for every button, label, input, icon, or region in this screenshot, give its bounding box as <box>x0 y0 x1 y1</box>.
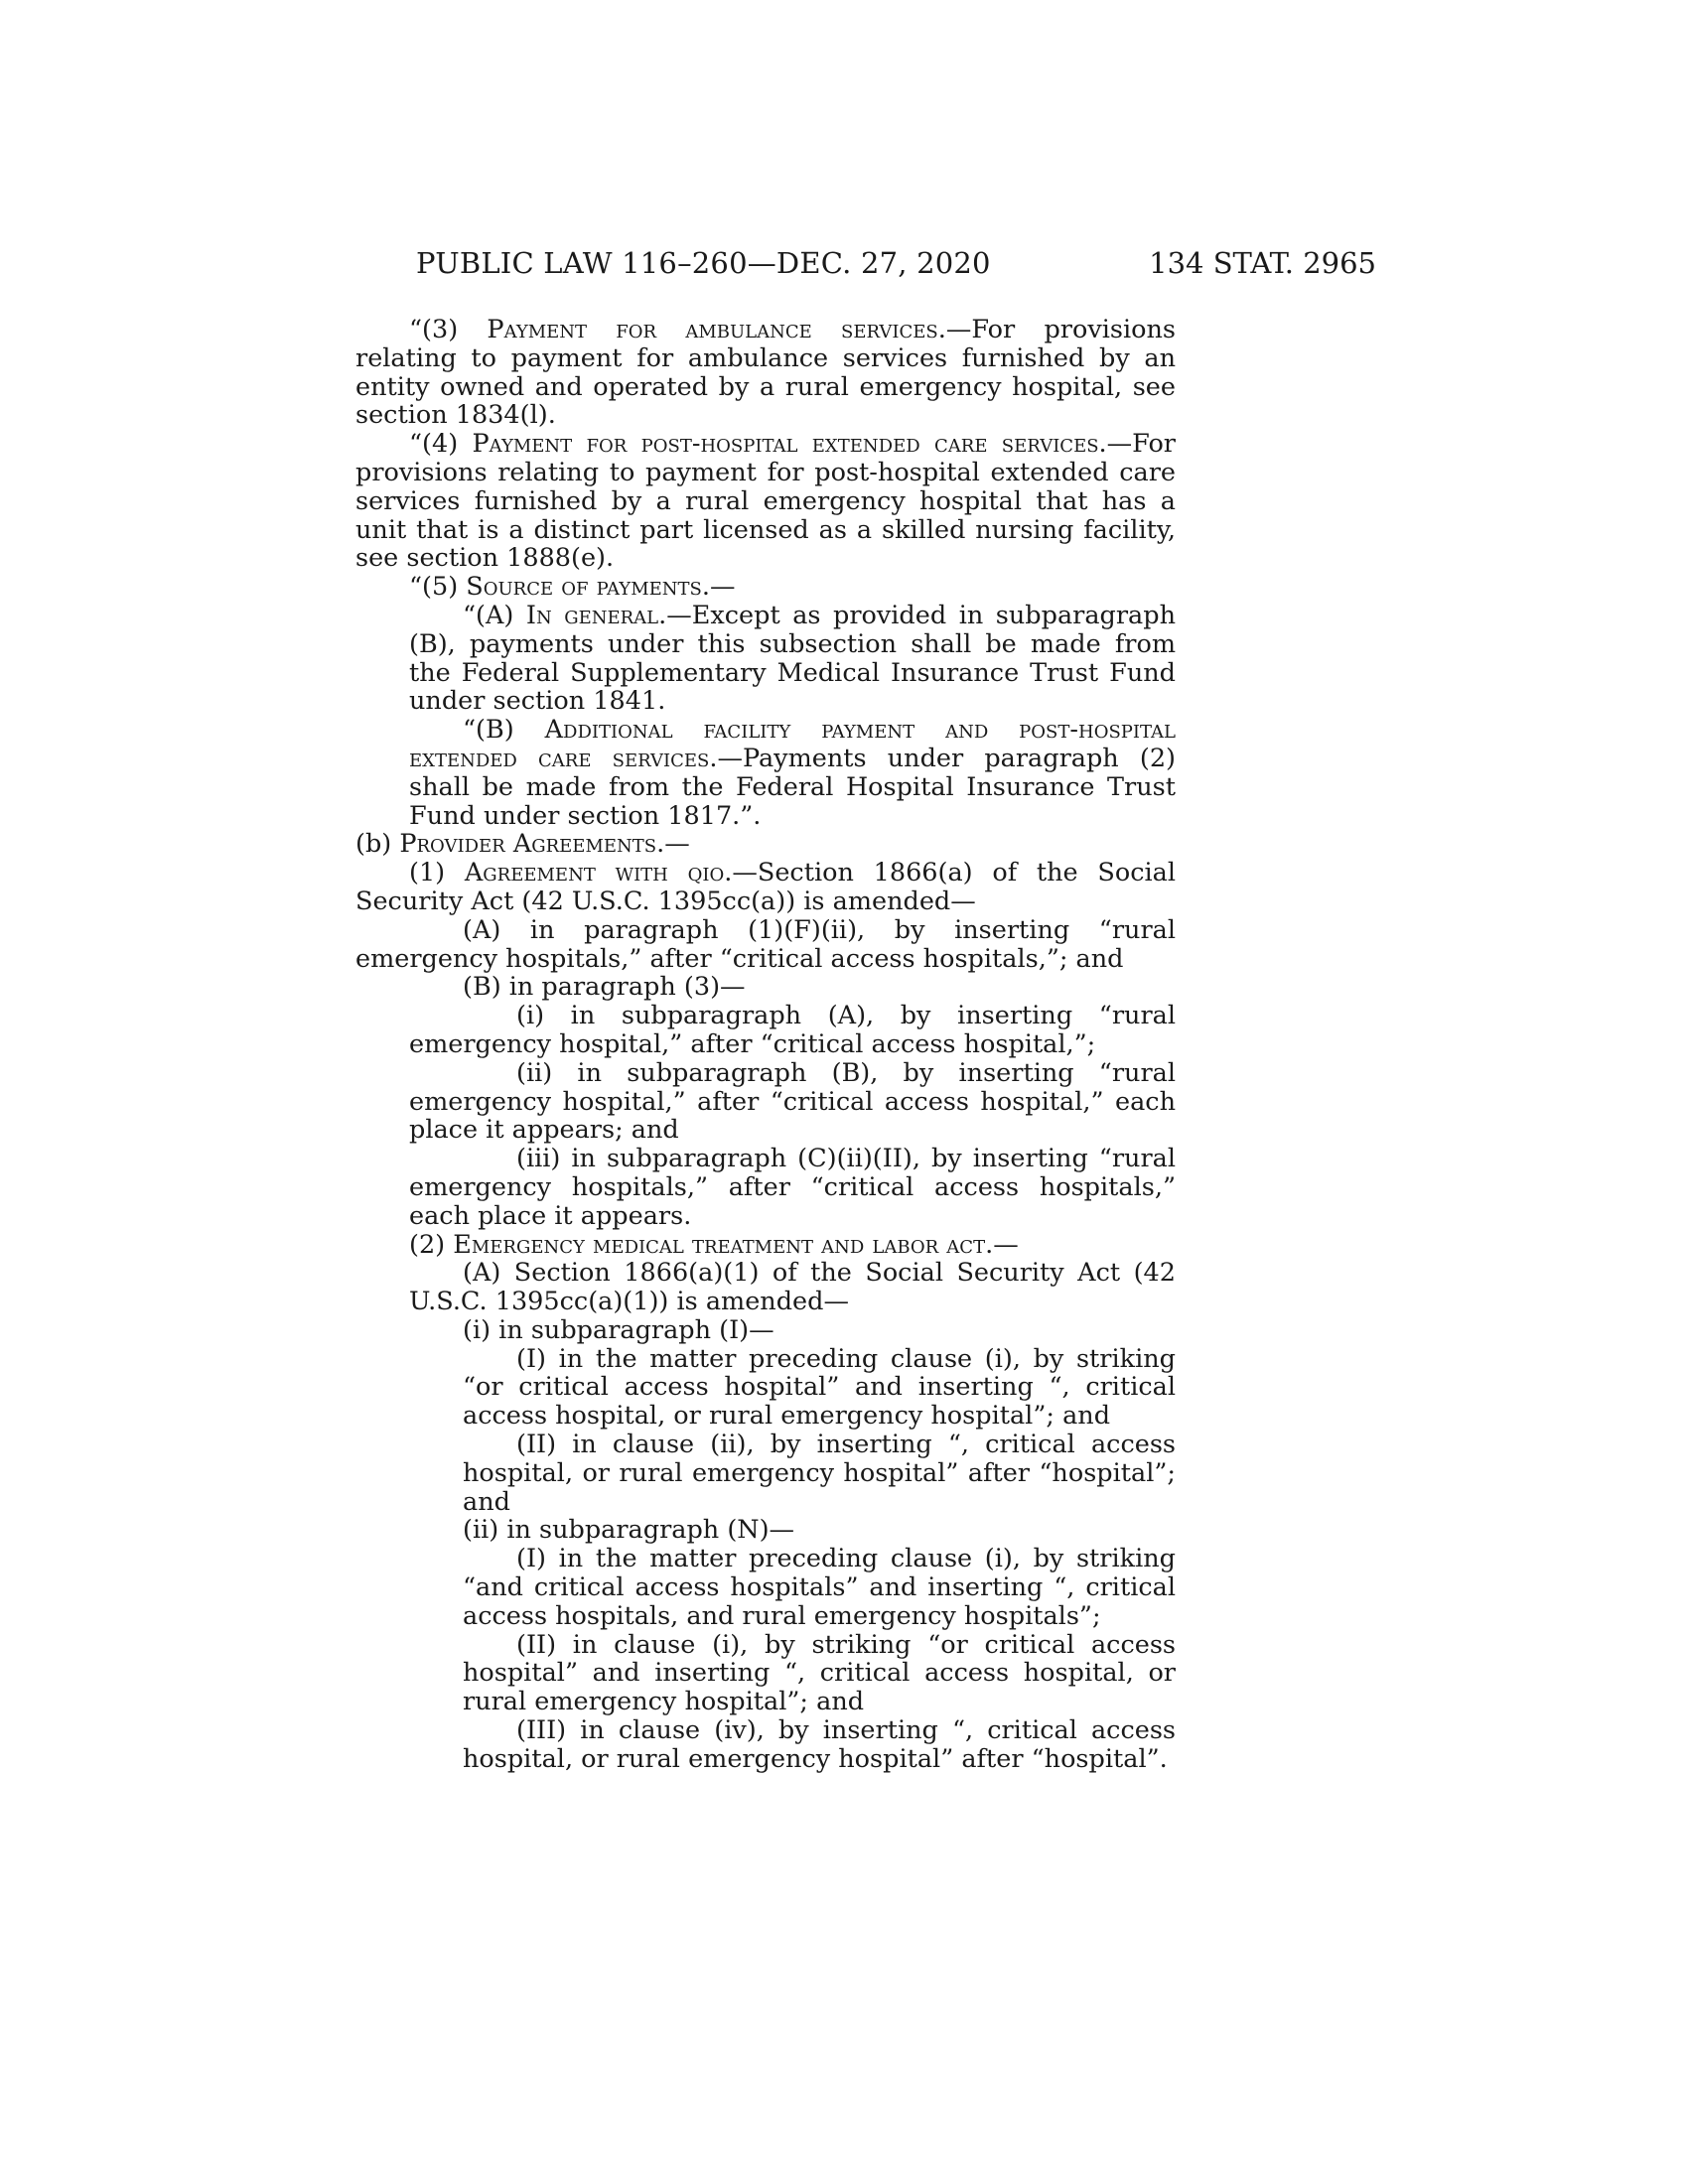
subparagraph-a-qio: (A) in paragraph (1)(F)(ii), by inserting “rural emergency hospitals,” after “critical access hospitals,”; and <box>355 914 1176 974</box>
running-header <box>0 246 1688 286</box>
subsection-b-provider: (b) Provider Agreements.— <box>355 829 690 860</box>
subparagraph-b-qio: (B) in paragraph (3)— <box>463 972 746 1003</box>
paragraph-4-post-hospital: “(4) Payment for post-hospital extended care services.—For provisions relating to payment for post-hospital extended care services furnished by a rural emergency hospital that has a unit that is a distinct part licensed as a skilled nursing facility, see section 1888(e). <box>355 429 1176 574</box>
paragraph-heading: Additional facility payment and post-hospital extended care services <box>409 715 1176 773</box>
clause-i-qio: (i) in subparagraph (A), by inserting “rural emergency hospital,” after “critical access hospital,”; <box>409 1001 1176 1059</box>
statute-page-number: 134 STAT. 2965 <box>1149 246 1376 280</box>
paragraph-heading: Payment for post-hospital extended care services <box>472 429 1099 460</box>
paragraph-heading: Agreement with qio <box>464 858 725 888</box>
clause-ii-qio: (ii) in subparagraph (B), by inserting “rural emergency hospital,” after “critical access hospital,” each place it appears; and <box>409 1057 1176 1146</box>
subclause-i-emtala-i: (I) in the matter preceding clause (i), by striking “or critical access hospital” and inserting “, critical access hospital, or rural emergency hospital”; and <box>463 1343 1176 1432</box>
paragraph-5-source: “(5) Source of payments.— <box>409 572 736 603</box>
subclause-iii-emtala-ii: (III) in clause (iv), by inserting “, critical access hospital, or rural emergency hospital” after “hospital”. <box>463 1715 1176 1774</box>
subparagraph-a-emtala: (A) Section 1866(a)(1) of the Social Security Act (42 U.S.C. 1395cc(a)(1)) is amended— <box>409 1258 1176 1317</box>
paragraph-2-emtala: (2) Emergency medical treatment and labor act.— <box>409 1229 1019 1260</box>
paragraph-heading: Emergency medical treatment and labor act <box>453 1229 986 1260</box>
paragraph-1-qio: (1) Agreement with qio.—Section 1866(a) of the Social Security Act (42 U.S.C. 1395cc(a)) is amended— <box>355 858 1176 916</box>
subclause-ii-emtala-i: (II) in clause (ii), by inserting “, critical access hospital, or rural emergency hospital” after “hospital”; and <box>463 1430 1176 1517</box>
subclause-ii-emtala-ii: (II) in clause (i), by striking “or critical access hospital” and inserting “, critical access hospital, or rural emergency hospital”; and <box>463 1629 1176 1717</box>
clause-iii-qio: (iii) in subparagraph (C)(ii)(II), by inserting “rural emergency hospitals,” after “critical access hospitals,” each place it appears. <box>409 1144 1176 1231</box>
document-body <box>355 316 1176 1774</box>
law-title: PUBLIC LAW 116–260—DEC. 27, 2020 <box>416 246 991 280</box>
paragraph-heading: Provider Agreements <box>399 829 657 860</box>
paragraph-heading: Source of payments <box>466 572 702 603</box>
clause-i-emtala: (i) in subparagraph (I)— <box>463 1314 774 1345</box>
clause-ii-emtala: (ii) in subparagraph (N)— <box>463 1515 795 1546</box>
paragraph-3-ambulance: “(3) Payment for ambulance services.—For provisions relating to payment for ambulance services furnished by an entity owned and operated by a rural emergency hospital, see section 1834(l). <box>355 315 1176 431</box>
subclause-i-emtala-ii: (I) in the matter preceding clause (i), by striking “and critical access hospitals” and inserting “, critical access hospitals, and rural emergency hospitals”; <box>463 1544 1176 1631</box>
subparagraph-a-general: “(A) In general.—Except as provided in subparagraph (B), payments under this subsection shall be made from the Federal Supplementary Medical Insurance Trust Fund under section 1841. <box>409 600 1177 717</box>
paragraph-heading: Payment for ambulance services <box>487 315 938 344</box>
subparagraph-b-additional: “(B) Additional facility payment and post-hospital extended care services.—Payments under paragraph (2) shall be made from the Federal Hospital Insurance Trust Fund under section 1817.”. <box>409 715 1176 831</box>
paragraph-heading: In general <box>525 600 659 630</box>
